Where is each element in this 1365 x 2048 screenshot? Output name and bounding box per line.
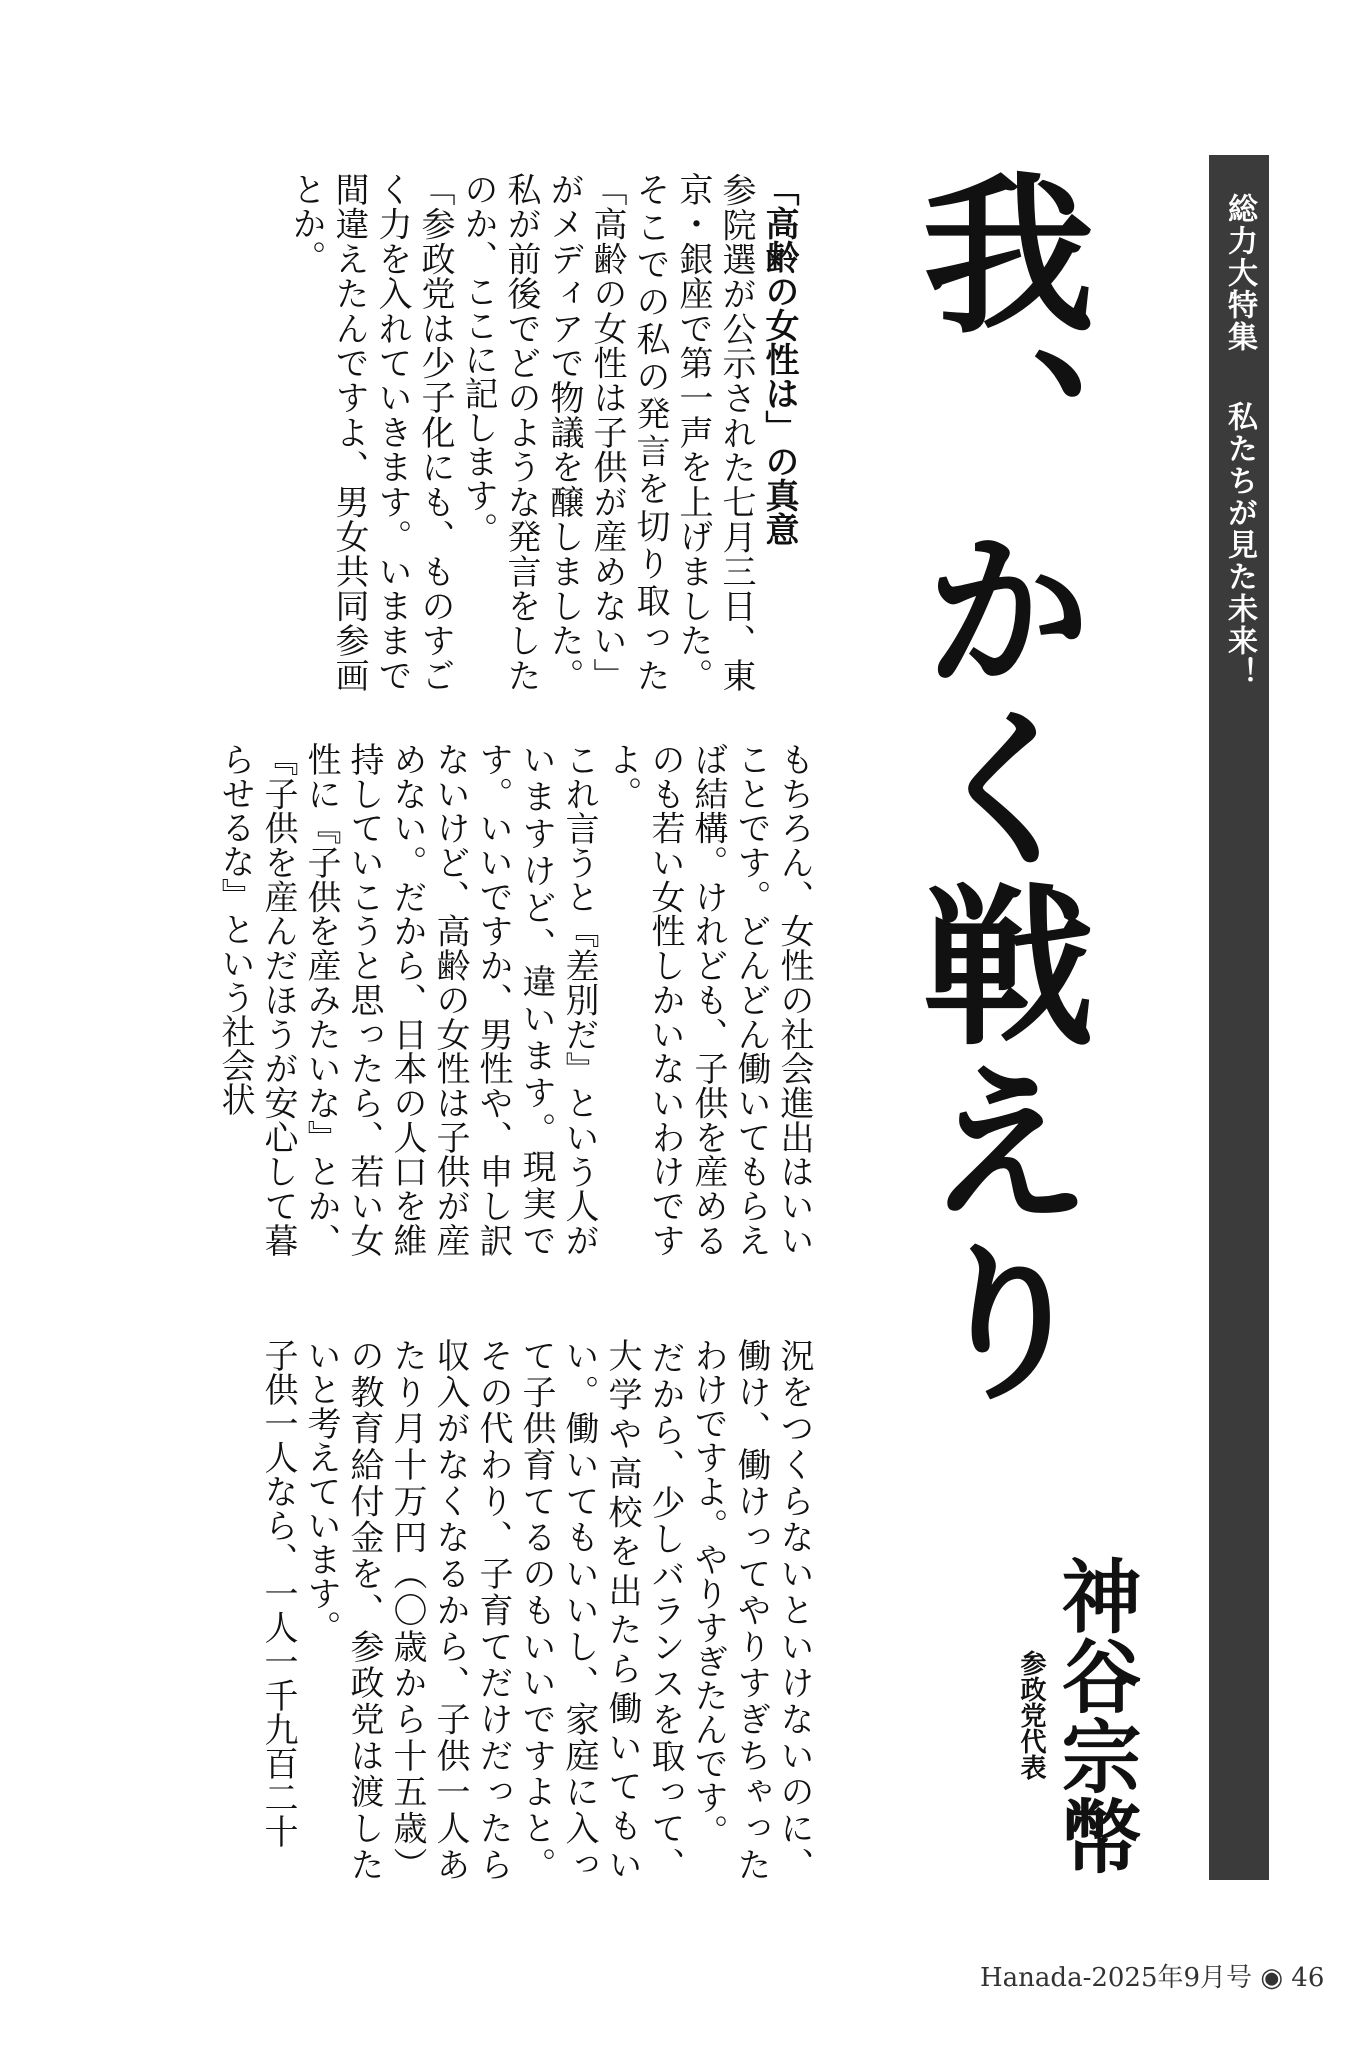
body-paragraph: 参院選が公示された七月三日、東京・銀座で第一声を上げました。そこでの私の発言を切り取った「高齢の女性は子供が産めない」がメディアで物議を醸しました。私が前後でどのような発言をしたのか、ここに記します。 bbox=[458, 172, 756, 693]
body-paragraph: これ言うと『差別だ』という人がいますけど、違います。現実です。いいですか、男性や、申し訳ないけど、高齢の女性は子供が産めない。だから、日本の人口を維持していこうと思ったら、若い女性に『子供を産みたいな』とか、『子供を産んだほうが安心して暮らせるな』という社会状 bbox=[215, 742, 599, 1257]
body-paragraph: もちろん、女性の社会進出はいいことです。どんどん働いてもらえば結構。けれども、子供を産めるのも若い女性しかいないわけですよ。 bbox=[602, 742, 814, 1257]
body-paragraph: 子供一人なら、一人一千九百二十 bbox=[258, 1338, 298, 1848]
body-paragraph: だから、少しバランスを取って、大学や高校を出たら働いてもいい。働いてもいいし、家庭に入って子供育てるのもいいですよと。その代わり、子育てだけだったら収入がなくなるから、子供一人あたり月十万円（〇歳から十五歳）の教育給付金を、参政党は渡したいと考えています。 bbox=[301, 1338, 685, 1881]
series-band bbox=[1209, 155, 1269, 1880]
page-footer: Hanada-2025年9月号 ◉ 46 bbox=[980, 1963, 1325, 1993]
article-column-bottom bbox=[180, 1338, 815, 1881]
series-label-feature: 総力大特集 bbox=[1222, 193, 1257, 353]
body-paragraph: 「参政党は少子化にも、ものすごく力を入れていきます。いままで間違えたんですよ、男女共同参画とか。 bbox=[286, 172, 455, 692]
series-label-theme: 私たちが見た未来！ bbox=[1222, 401, 1257, 689]
body-paragraph: 況をつくらないといけないのに、働け、働けってやりすぎちゃったわけですよ。やりすぎたんです。 bbox=[688, 1338, 814, 1881]
article-column-middle bbox=[190, 742, 815, 1257]
author-name: 神谷宗幣 bbox=[1048, 1555, 1142, 1875]
article-title: 我、かく戦えり bbox=[894, 165, 1097, 1411]
section-subhead: 「高齢の女性は」の真意 bbox=[759, 172, 799, 546]
author-role: 参政党代表 bbox=[1016, 1650, 1046, 1780]
article-column-top bbox=[130, 172, 800, 692]
